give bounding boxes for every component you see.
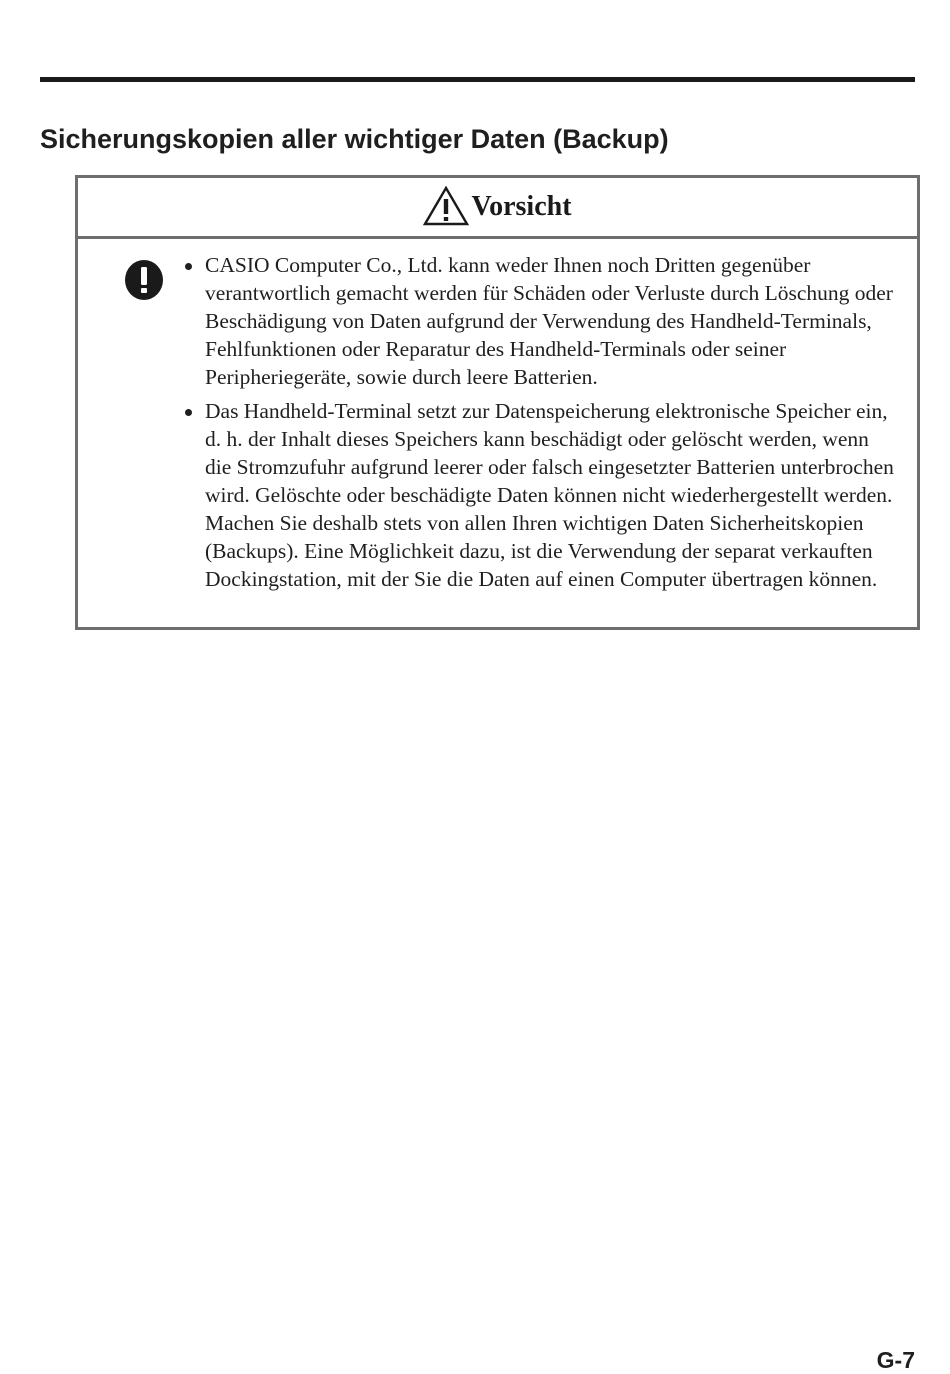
list-item bbox=[182, 251, 897, 391]
list-item-text: Das Handheld-Terminal setzt zur Datenspeicherung elektronische Speicher ein, d. h. der Inhalt dieses Speichers kann beschädigt oder gelöscht werden, wenn die Stromzufuhr aufgrund leerer oder falsch eingesetzter Batterien unterbrochen wird. Gelöschte oder beschädigte Daten können nicht wiederhergestellt werden. Machen Sie deshalb stets von allen Ihren wichtigen Daten Sicherheitskopien (Backups). Eine Möglichkeit dazu, ist die Verwendung der separat verkauften Dockingstation, mit der Sie die Daten auf einen Computer übertragen können. bbox=[205, 399, 894, 591]
exclamation-mark-icon bbox=[125, 260, 163, 300]
warning-triangle-icon bbox=[423, 186, 469, 226]
section-title: Sicherungskopien aller wichtiger Daten (Backup) bbox=[40, 124, 669, 154]
bullet-dot bbox=[185, 263, 192, 270]
caution-body bbox=[78, 239, 917, 609]
bullet-dot bbox=[185, 409, 192, 416]
list-item-text: CASIO Computer Co., Ltd. kann weder Ihnen noch Dritten gegenüber verantwortlich gemacht werden für Schäden oder Verluste durch Löschung oder Beschädigung von Daten aufgrund der Verwendung des Handheld-Terminals, Fehlfunktionen oder Reparatur des Handheld-Terminals oder seiner Peripheriegeräte, sowie durch leere Batterien. bbox=[205, 253, 893, 389]
page-number: G-7 bbox=[876, 1347, 915, 1373]
caution-box bbox=[75, 175, 920, 630]
caution-title: Vorsicht bbox=[471, 191, 572, 222]
caution-list bbox=[182, 251, 897, 593]
list-item bbox=[182, 397, 897, 593]
top-rule bbox=[40, 77, 915, 82]
caution-header bbox=[78, 178, 917, 239]
